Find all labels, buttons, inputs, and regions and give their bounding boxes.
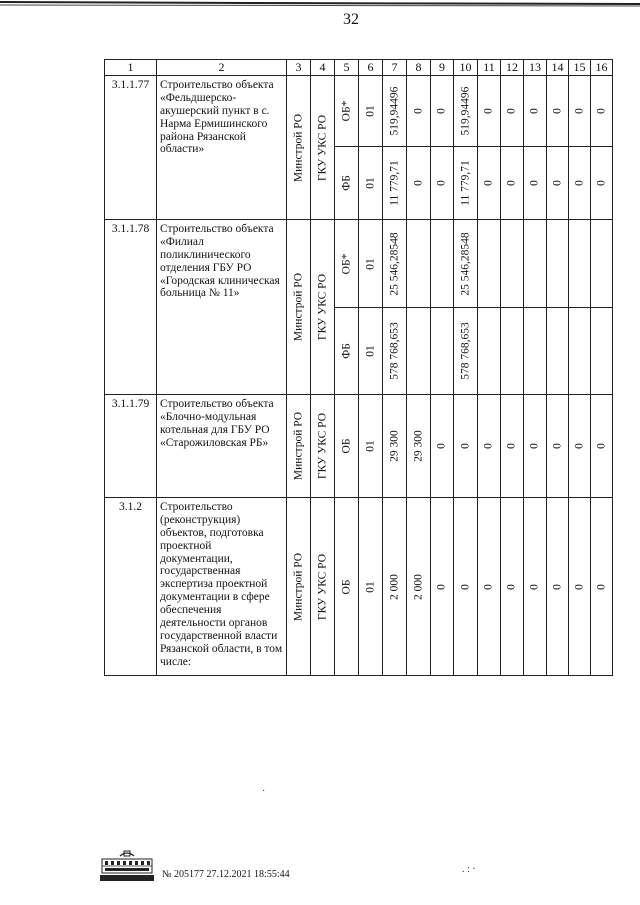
column-number-cell: 11 [478,60,501,76]
table-row [105,220,613,308]
value-c16 [591,308,613,395]
value-c13: 0 [524,147,547,220]
value-c11 [478,220,501,308]
value-c10: 25 546,28548 [454,220,478,308]
value-c5: ФБ [335,308,359,395]
value-c13 [524,308,547,395]
registry-stamp-icon [100,850,154,882]
responsible-authority: Минстрой РО [287,395,311,498]
value-c8: 29 300 [407,395,431,498]
value-c6: 01 [359,395,383,498]
value-c16: 0 [591,76,613,147]
executor: ГКУ УКС РО [311,498,335,676]
value-c9: 0 [431,76,454,147]
top-border-line [0,0,640,7]
column-number-cell: 6 [359,60,383,76]
row-code: 3.1.1.78 [105,220,157,395]
table-row [105,498,613,676]
executor: ГКУ УКС РО [311,220,335,395]
value-c13: 0 [524,76,547,147]
column-number-cell: 4 [311,60,335,76]
row-name: Строительство объекта «Блочно-модульная котельная для ГБУ РО «Старожиловская РБ» [157,395,287,498]
value-c14 [547,220,569,308]
column-number-cell: 3 [287,60,311,76]
value-c10: 519,94496 [454,76,478,147]
value-c15: 0 [569,498,591,676]
budget-table [104,59,613,676]
value-c10: 578 768,653 [454,308,478,395]
scan-speck: . : · [462,864,476,875]
value-c8: 0 [407,147,431,220]
value-c14: 0 [547,395,569,498]
value-c15: 0 [569,76,591,147]
value-c12: 0 [501,395,524,498]
value-c5: ФБ [335,147,359,220]
row-name: Строительство объекта «Филиал поликлинического отделения ГБУ РО «Городская клиническая больница № 11» [157,220,287,395]
value-c6: 01 [359,308,383,395]
value-c7: 11 779,71 [383,147,407,220]
value-c15 [569,308,591,395]
page-number: 32 [343,11,359,28]
row-name: Строительство объекта «Фельдшерско-акушерский пункт в с. Нарма Ермишинского района Рязанской области» [157,76,287,220]
value-c12: 0 [501,498,524,676]
value-c8: 0 [407,76,431,147]
value-c5: ОБ [335,498,359,676]
value-c15: 0 [569,395,591,498]
value-c11: 0 [478,147,501,220]
value-c15 [569,220,591,308]
value-c14: 0 [547,498,569,676]
value-c8: 2 000 [407,498,431,676]
value-c7: 519,94496 [383,76,407,147]
value-c7: 2 000 [383,498,407,676]
value-c10: 0 [454,498,478,676]
value-c14: 0 [547,147,569,220]
column-number-cell: 12 [501,60,524,76]
value-c11: 0 [478,498,501,676]
value-c11: 0 [478,395,501,498]
document-registration-line: № 205177 27.12.2021 18:55:44 [162,869,290,880]
column-number-cell: 7 [383,60,407,76]
value-c13 [524,220,547,308]
responsible-authority: Минстрой РО [287,220,311,395]
value-c5: ОБ [335,395,359,498]
value-c5: ОБ* [335,76,359,147]
value-c12 [501,220,524,308]
value-c9: 0 [431,498,454,676]
column-number-row [105,60,613,76]
table-row [105,395,613,498]
value-c10: 11 779,71 [454,147,478,220]
value-c14: 0 [547,76,569,147]
column-number-cell: 14 [547,60,569,76]
column-number-cell: 2 [157,60,287,76]
value-c14 [547,308,569,395]
value-c6: 01 [359,147,383,220]
value-c9: 0 [431,147,454,220]
executor: ГКУ УКС РО [311,76,335,220]
value-c7: 25 546,28548 [383,220,407,308]
value-c12: 0 [501,76,524,147]
value-c10: 0 [454,395,478,498]
value-c8 [407,220,431,308]
row-code: 3.1.1.79 [105,395,157,498]
value-c16: 0 [591,498,613,676]
value-c16: 0 [591,395,613,498]
value-c13: 0 [524,395,547,498]
executor: ГКУ УКС РО [311,395,335,498]
value-c11 [478,308,501,395]
footer [100,850,460,890]
column-number-cell: 9 [431,60,454,76]
column-number-cell: 13 [524,60,547,76]
value-c7: 578 768,653 [383,308,407,395]
column-number-cell: 8 [407,60,431,76]
table-row [105,76,613,147]
column-number-cell: 15 [569,60,591,76]
value-c16 [591,220,613,308]
value-c6: 01 [359,498,383,676]
value-c8 [407,308,431,395]
value-c11: 0 [478,76,501,147]
value-c13: 0 [524,498,547,676]
responsible-authority: Минстрой РО [287,498,311,676]
row-code: 3.1.2 [105,498,157,676]
column-number-cell: 10 [454,60,478,76]
column-number-cell: 16 [591,60,613,76]
value-c7: 29 300 [383,395,407,498]
column-number-cell: 5 [335,60,359,76]
value-c9: 0 [431,395,454,498]
value-c16: 0 [591,147,613,220]
row-name: Строительство (реконструкция) объектов, подготовка проектной документации, государственная экспертиза проектной документации в сфере обеспечения деятельности органов государственной власти Рязанской области, в том числе: [157,498,287,676]
value-c6: 01 [359,76,383,147]
value-c15: 0 [569,147,591,220]
responsible-authority: Минстрой РО [287,76,311,220]
value-c5: ОБ* [335,220,359,308]
value-c12: 0 [501,147,524,220]
row-code: 3.1.1.77 [105,76,157,220]
value-c12 [501,308,524,395]
value-c6: 01 [359,220,383,308]
scan-speck: · [262,786,266,797]
value-c9 [431,308,454,395]
value-c9 [431,220,454,308]
column-number-cell: 1 [105,60,157,76]
